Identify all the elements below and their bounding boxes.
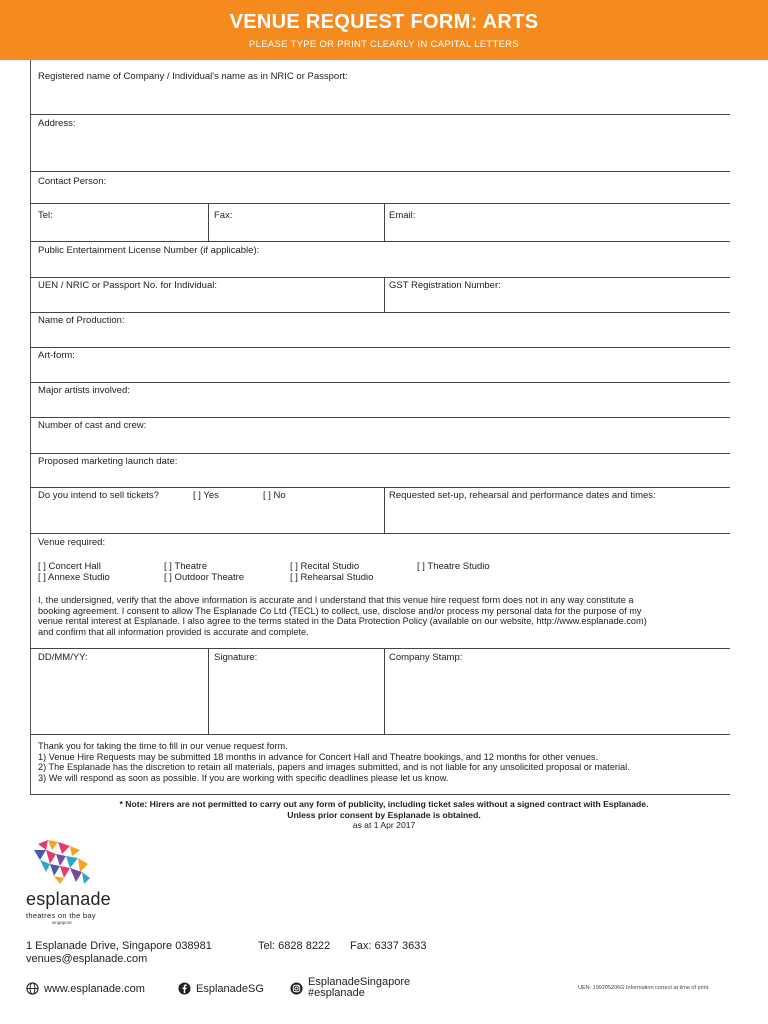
- thanks-text: [38, 741, 728, 783]
- facebook-label: EsplanadeSG: [196, 982, 264, 995]
- form-header: [0, 0, 768, 60]
- tel-fax-email-row: [30, 204, 730, 242]
- address-row[interactable]: [30, 115, 730, 172]
- tickets-dates-row: [30, 488, 730, 534]
- website-label: www.esplanade.com: [44, 982, 145, 995]
- date-label: DD/MM/YY:: [38, 652, 88, 663]
- venue-rehearsal-studio-checkbox[interactable]: [ ] Rehearsal Studio: [290, 572, 374, 583]
- venue-outdoor-theatre-checkbox[interactable]: [ ] Outdoor Theatre: [164, 572, 245, 583]
- artists-label: Major artists involved:: [38, 385, 130, 396]
- declaration-line: venue rental interest at Esplanade. I also agree to the terms stated in the Data Protection Policy (available on our website, http://www.esplanade.com): [38, 616, 647, 627]
- footer-address: 1 Esplanade Drive, Singapore 038981: [26, 940, 212, 952]
- contact-person-label: Contact Person:: [38, 176, 107, 187]
- yes-checkbox[interactable]: [ ] Yes: [193, 490, 219, 501]
- note-line: * Note: Hirers are not permitted to carry out any form of publicity, including ticket sales without a signed contract with Esplanade.: [119, 799, 649, 809]
- production-row[interactable]: [30, 313, 730, 348]
- form-title: VENUE REQUEST FORM: ARTS: [229, 11, 539, 33]
- logo-name: esplanade: [26, 889, 111, 909]
- venue-theatre-checkbox[interactable]: [ ] Theatre: [164, 561, 208, 572]
- artform-label: Art-form:: [38, 350, 75, 361]
- uen-gst-divider: [384, 278, 385, 313]
- facebook-icon: [178, 982, 191, 995]
- date-signature-divider: [208, 649, 209, 735]
- logo-place: singapore: [52, 920, 72, 925]
- artists-row[interactable]: [30, 383, 730, 418]
- footer-email[interactable]: venues@esplanade.com: [26, 953, 148, 965]
- company-stamp-label: Company Stamp:: [389, 652, 463, 663]
- thanks-bottom-border: [30, 790, 730, 795]
- thanks-line: 2) The Esplanade has the discretion to retain all materials, papers and images submitted, and is not liable for any unsolicited proposal or material.: [38, 762, 630, 773]
- instagram-hashtag: #esplanade: [308, 987, 365, 999]
- instagram-label: EsplanadeSingapore: [308, 976, 411, 988]
- footer-instagram[interactable]: [290, 977, 410, 999]
- footer-fax: Fax: 6337 3633: [350, 940, 427, 952]
- venue-required-label: Venue required:: [38, 537, 106, 548]
- no-checkbox[interactable]: [ ] No: [263, 490, 286, 501]
- form-subtitle: PLEASE TYPE OR PRINT CLEARLY IN CAPITAL LETTERS: [249, 39, 519, 50]
- fax-label: Fax:: [214, 210, 233, 221]
- esplanade-logo: [26, 838, 116, 923]
- setup-dates-label: Requested set-up, rehearsal and performance dates and times:: [389, 490, 656, 501]
- tickets-dates-divider: [384, 488, 385, 534]
- signature-stamp-divider: [384, 649, 385, 735]
- fax-email-divider: [384, 204, 385, 242]
- launch-date-row[interactable]: [30, 454, 730, 488]
- cast-crew-label: Number of cast and crew:: [38, 420, 147, 431]
- gst-label: GST Registration Number:: [389, 280, 501, 291]
- thanks-line: Thank you for taking the time to fill in our venue request form.: [38, 741, 288, 751]
- declaration-text: [38, 595, 728, 637]
- signoff-row: [30, 649, 730, 735]
- note-line: Unless prior consent by Esplanade is obtained.: [287, 809, 481, 820]
- tel-fax-divider: [208, 204, 209, 242]
- address-label: Address:: [38, 118, 76, 129]
- venue-annexe-studio-checkbox[interactable]: [ ] Annexe Studio: [38, 572, 110, 583]
- signature-label: Signature:: [214, 652, 258, 663]
- registered-name-row[interactable]: [30, 60, 730, 115]
- registered-name-label: Registered name of Company / Individual's name as in NRIC or Passport:: [38, 71, 348, 82]
- pel-number-label: Public Entertainment License Number (if applicable):: [38, 245, 260, 256]
- uen-gst-row: [30, 278, 730, 313]
- publicity-note: [0, 799, 768, 831]
- declaration-line: booking agreement. I consent to allow The Esplanade Co Ltd (TECL) to collect, use, disclose and/or process my personal data for the purpose of my: [38, 605, 642, 616]
- uen-note: UEN: 199205206G Information correct at time of print.: [578, 985, 710, 991]
- launch-date-label: Proposed marketing launch date:: [38, 456, 178, 467]
- declaration-line: and confirm that all information provided is accurate and complete.: [38, 626, 309, 637]
- venue-recital-studio-checkbox[interactable]: [ ] Recital Studio: [290, 561, 360, 572]
- artform-row[interactable]: [30, 348, 730, 383]
- pel-number-row[interactable]: [30, 242, 730, 278]
- cast-crew-row[interactable]: [30, 418, 730, 454]
- logo-tagline: theatres on the bay: [26, 911, 96, 920]
- esplanade-mark-icon: [26, 838, 116, 888]
- production-label: Name of Production:: [38, 315, 125, 326]
- footer-facebook[interactable]: [178, 982, 264, 995]
- declaration-line: I, the undersigned, verify that the above information is accurate and I understand that this venue hire request form does not in any way constitute a: [38, 595, 634, 605]
- venue-theatre-studio-checkbox[interactable]: [ ] Theatre Studio: [417, 561, 490, 572]
- thanks-line: 1) Venue Hire Requests may be submitted 18 months in advance for Concert Hall and Theatre bookings, and 12 months for other venues.: [38, 751, 599, 762]
- email-label: Email:: [389, 210, 416, 221]
- sell-tickets-label: Do you intend to sell tickets?: [38, 490, 159, 501]
- tel-label: Tel:: [38, 210, 53, 221]
- footer-website[interactable]: [26, 982, 145, 995]
- venue-concert-hall-checkbox[interactable]: [ ] Concert Hall: [38, 561, 101, 572]
- uen-label: UEN / NRIC or Passport No. for Individual:: [38, 280, 217, 291]
- note-date: as at 1 Apr 2017: [352, 820, 416, 830]
- instagram-icon: [290, 982, 303, 995]
- globe-icon: [26, 982, 39, 995]
- contact-person-row[interactable]: [30, 172, 730, 204]
- thanks-line: 3) We will respond as soon as possible. If you are working with specific deadlines please let us know.: [38, 772, 449, 783]
- footer-tel: Tel: 6828 8222: [258, 940, 331, 952]
